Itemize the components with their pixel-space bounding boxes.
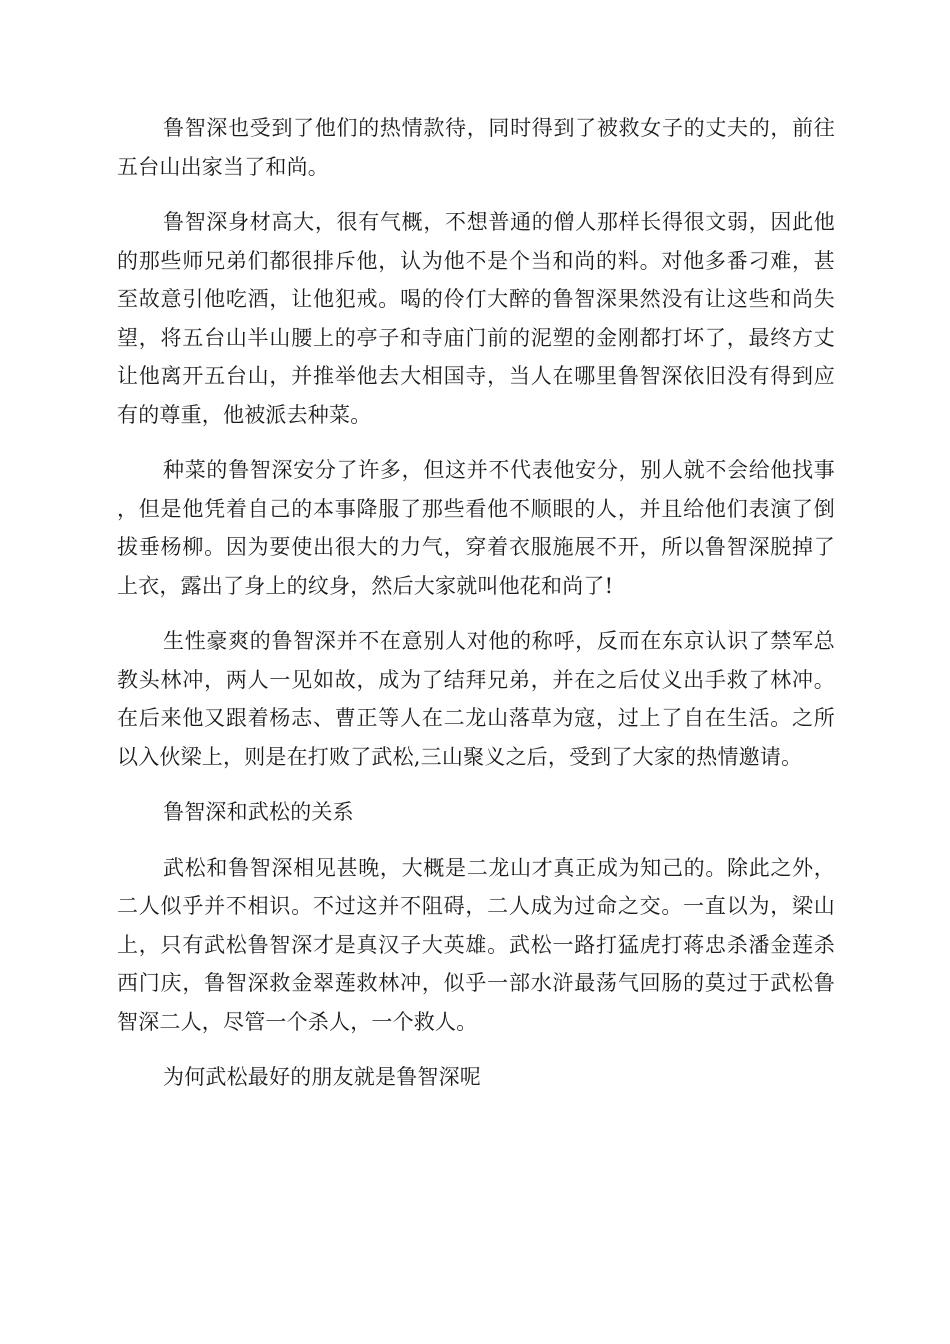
paragraph-2: 鲁智深身材高大，很有气概，不想普通的僧人那样长得很文弱，因此他的那些师兄弟们都很排斥他，认为他不是个当和尚的料。对他多番刁难，甚至故意引他吃酒，让他犯戒。喝的伶仃大醉的鲁智深果然没有让这些和尚失望，将五台山半山腰上的亭子和寺庙门前的泥塑的金刚都打坏了，最终方丈让他离开五台山，并推举他去大相国寺，当人在哪里鲁智深依旧没有得到应有的尊重，他被派去种菜。 bbox=[117, 210, 835, 427]
section-heading-best-friend: 为何武松最好的朋友就是鲁智深呢 bbox=[163, 1065, 481, 1089]
paragraph-5: 武松和鲁智深相见甚晚，大概是二龙山才真正成为知己的。除此之外，二人似乎并不相识。不过这并不阻碍，二人成为过命之交。一直以为，梁山上，只有武松鲁智深才是真汉子大英雄。武松一路打猛虎打蒋忠杀潘金莲杀西门庆，鲁智深救金翠莲救林冲，似乎一部水浒最荡气回肠的莫过于武松鲁智深二人，尽管一个杀人，一个救人。 bbox=[117, 855, 835, 1034]
paragraph-3: 种菜的鲁智深安分了许多，但这并不代表他安分，别人就不会给他找事，但是他凭着自己的本事降服了那些看他不顺眼的人，并且给他们表演了倒拔垂杨柳。因为要使出很大的力气，穿着衣服施展不开，所以鲁智深脱掉了上衣，露出了身上的纹身，然后大家就叫他花和尚了! bbox=[117, 458, 835, 598]
section-heading-relationship: 鲁智深和武松的关系 bbox=[163, 800, 354, 824]
document-body bbox=[117, 109, 835, 1114]
paragraph-1: 鲁智深也受到了他们的热情款待，同时得到了被救女子的丈夫的，前往五台山出家当了和尚。 bbox=[117, 116, 835, 179]
paragraph-4: 生性豪爽的鲁智深并不在意别人对他的称呼，反而在东京认识了禁军总教头林冲，两人一见如故，成为了结拜兄弟，并在之后仗义出手救了林冲。在后来他又跟着杨志、曹正等人在二龙山落草为寇，过上了自在生活。之所以入伙梁上，则是在打败了武松,三山聚义之后，受到了大家的热情邀请。 bbox=[117, 629, 835, 769]
